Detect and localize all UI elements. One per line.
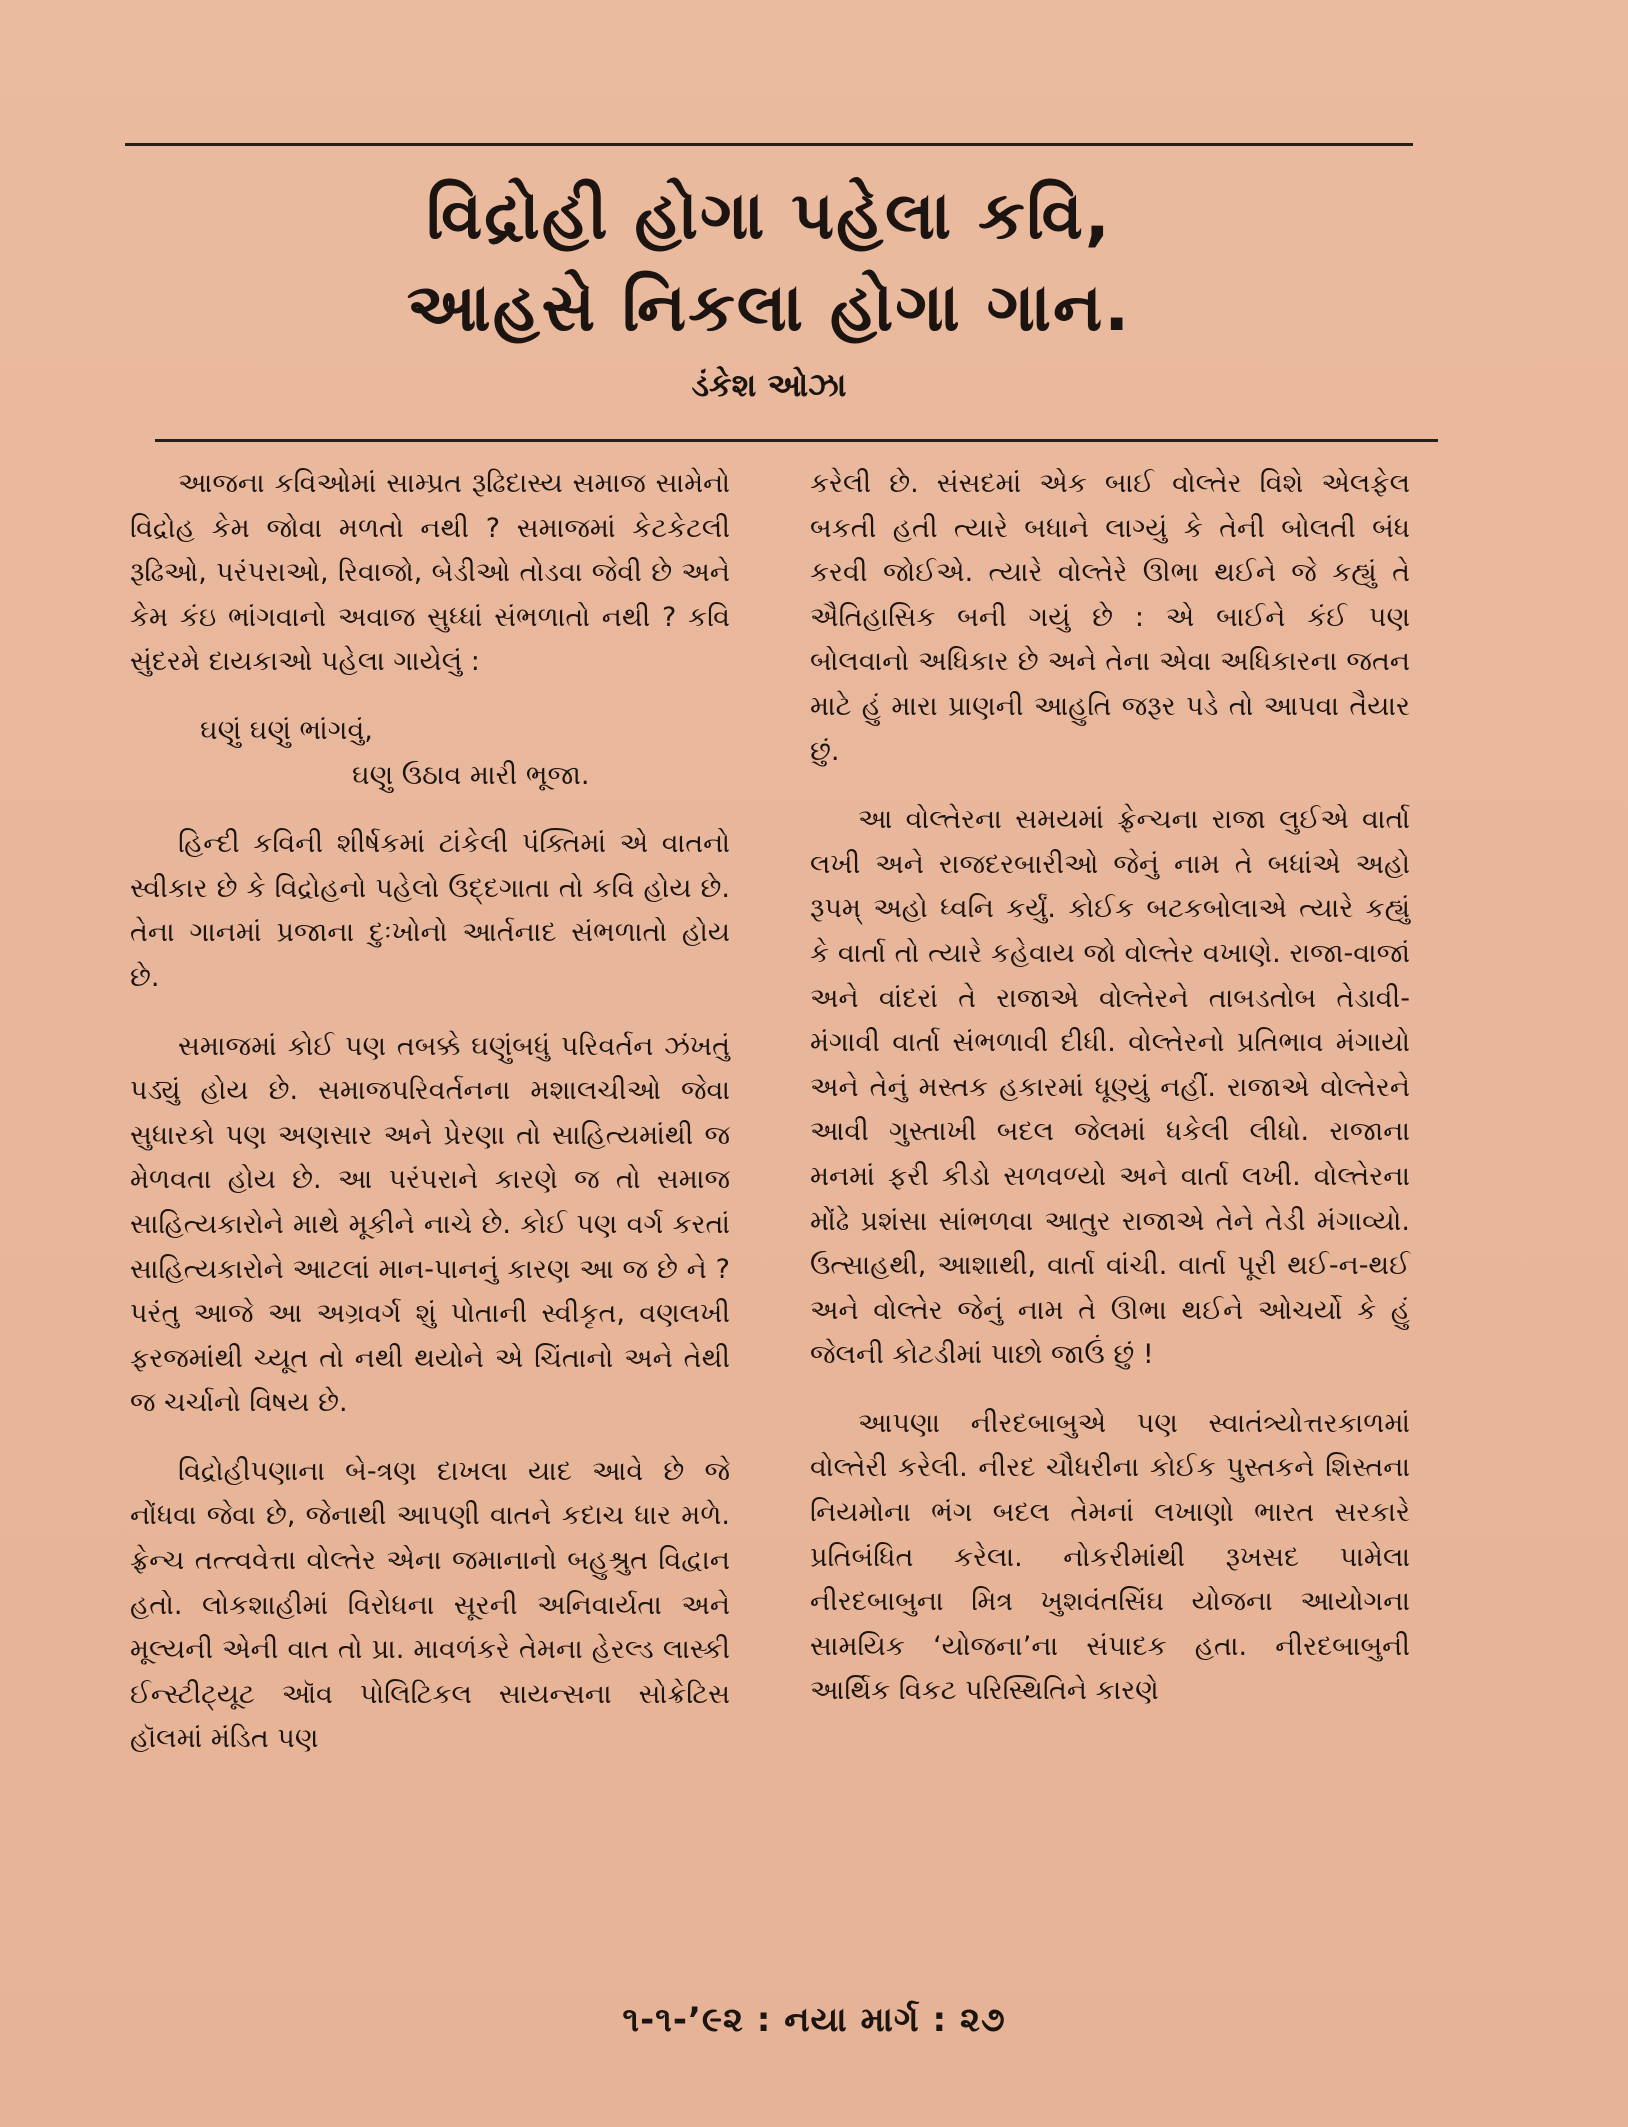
paragraph: આ વોલ્તેરના સમયમાં ફ્રેન્ચના રાજા લુઈએ વાર્તા લખી અને રાજદરબારીઓ જેનું નામ તે બધાંએ અહો રૂપમ્ અહો ધ્વનિ કર્યું. કોઈક બટકબોલાએ ત્યારે કહ્યું કે વાર્તા તો ત્યારે કહેવાય જો વોલ્તેર વખાણે. રાજા-વાજાં અને વાંદરાં તે રાજાએ વોલ્તેરને તાબડતોબ તેડાવી-મંગાવી વાર્તા સંભળાવી દીધી. વોલ્તેરનો પ્રતિભાવ મંગાયો અને તેનું મસ્તક હકારમાં ધૂણ્યું નહીં. રાજાએ વોલ્તેરને આવી ગુસ્તાખી બદલ જેલમાં ધકેલી લીધો. રાજાના મનમાં ફરી કીડો સળવળ્યો અને વાર્તા લખી. વોલ્તેરના મોંઢે પ્રશંસા સાંભળવા આતુર રાજાએ તેને તેડી મંગાવ્યો. ઉત્સાહથી, આશાથી, વાર્તા વાંચી. વાર્તા પૂરી થઈ-ન-થઈ અને વોલ્તેર જેનું નામ તે ઊભા થઈને ઓચર્યો કે હું જેલની કોટડીમાં પાછો જાઉં છું ! xyxy=(810,804,1410,1371)
page-footer: ૧-૧-’૯૨ : નયા માર્ગ : ૨૭ xyxy=(622,2000,1006,2040)
verse-line: ઘણુ ઉઠાવ મારી ભૂજા. xyxy=(352,759,590,791)
paragraph: આપણા નીરદબાબુએ પણ સ્વાતંત્ર્યોત્તરકાળમાં વોલ્તેરી કરેલી. નીરદ ચૌધરીના કોઈક પુસ્તકને શિસ્તના નિયમોના ભંગ બદલ તેમનાં લખાણો ભારત સરકારે પ્રતિબંધિત કરેલા. નોકરીમાંથી રૂખસદ પામેલા નીરદબાબુના મિત્ર ખુશવંતસિંઘ યોજના આયોગના સામયિક ‘યોજના’ના સંપાદક હતા. નીરદબાબુની આર્થિક વિકટ પરિસ્થિતિને કારણે xyxy=(810,1407,1410,1707)
title-line-1: વિદ્રોહી હોગા પહેલા કવિ, xyxy=(426,177,1112,254)
article-title xyxy=(125,170,1413,354)
quoted-verse xyxy=(130,709,730,798)
title-rule xyxy=(155,439,1438,442)
paragraph: આજના કવિઓમાં સામ્પ્રત રૂઢિદાસ્ય સમાજ સામેનો વિદ્રોહ કેમ જોવા મળતો નથી ? સમાજમાં કેટકેટલી રૂઢિઓ, પરંપરાઓ, રિવાજો, બેડીઓ તોડવા જેવી છે અને કેમ કંઇ ભાંગવાનો અવાજ સુધ્ધાં સંભળાતો નથી ? કવિ સુંદરમે દાયકાઓ પહેલા ગાયેલું : xyxy=(130,468,730,678)
verse-line: ઘણું ઘણું ભાંગવું, xyxy=(200,714,373,746)
right-column xyxy=(810,462,1410,1738)
title-line-2: આહસે નિકલા હોગા ગાન. xyxy=(406,269,1132,346)
paragraph: સમાજમાં કોઈ પણ તબક્કે ઘણુંબધું પરિવર્તન ઝંખતું પડ્યું હોય છે. સમાજપરિવર્તનના મશાલચીઓ જેવા સુધારકો પણ અણસાર અને પ્રેરણા તો સાહિત્યમાંથી જ મેળવતા હોય છે. આ પરંપરાને કારણે જ તો સમાજ સાહિત્યકારોને માથે મૂકીને નાચે છે. કોઈ પણ વર્ગ કરતાં સાહિત્યકારોને આટલાં માન-પાનનું કારણ આ જ છે ને ? પરંતુ આજે આ અગ્રવર્ગ શું પોતાની સ્વીકૃત, વણલખી ફરજમાંથી ચ્યૂત તો નથી થયોને એ ચિંતાનો અને તેથી જ ચર્ચાનો વિષય છે. xyxy=(130,1030,730,1419)
author-byline: ડંકેશ ઓઝા xyxy=(691,366,847,404)
paragraph: વિદ્રોહીપણાના બે-ત્રણ દાખલા યાદ આવે છે જે નોંધવા જેવા છે, જેનાથી આપણી વાતને કદાચ ધાર મળે. ફ્રેન્ચ તત્ત્વવેત્તા વોલ્તેર એના જમાનાનો બહુશ્રુત વિદ્વાન હતો. લોકશાહીમાં વિરોધના સૂરની અનિવાર્યતા અને મૂલ્યની એની વાત તો પ્રા. માવળંકરે તેમના હેરલ્ડ લાસ્કી ઈન્સ્ટીટ્યૂટ ઑવ પોલિટિકલ સાયન્સના સોક્રેટિસ હૉલમાં મંડિત પણ xyxy=(130,1455,730,1755)
top-rule xyxy=(125,143,1413,146)
left-column xyxy=(130,462,730,1786)
paragraph: કરેલી છે. સંસદમાં એક બાઈ વોલ્તેર વિશે એલફેલ બકતી હતી ત્યારે બધાને લાગ્યું કે તેની બોલતી બંધ કરવી જોઈએ. ત્યારે વોલ્તેરે ઊભા થઈને જે કહ્યું તે ઐતિહાસિક બની ગયું છે : એ બાઈને કંઈ પણ બોલવાનો અધિકાર છે અને તેના એવા અધિકારના જતન માટે હું મારા પ્રાણની આહુતિ જરૂર પડે તો આપવા તૈયાર છું. xyxy=(810,468,1410,767)
paragraph: હિન્દી કવિની શીર્ષકમાં ટાંકેલી પંક્તિમાં એ વાતનો સ્વીકાર છે કે વિદ્રોહનો પહેલો ઉદ્દગાતા તો કવિ હોય છે. તેના ગાનમાં પ્રજાના દુઃખોનો આર્તનાદ સંભળાતો હોય છે. xyxy=(130,828,730,993)
